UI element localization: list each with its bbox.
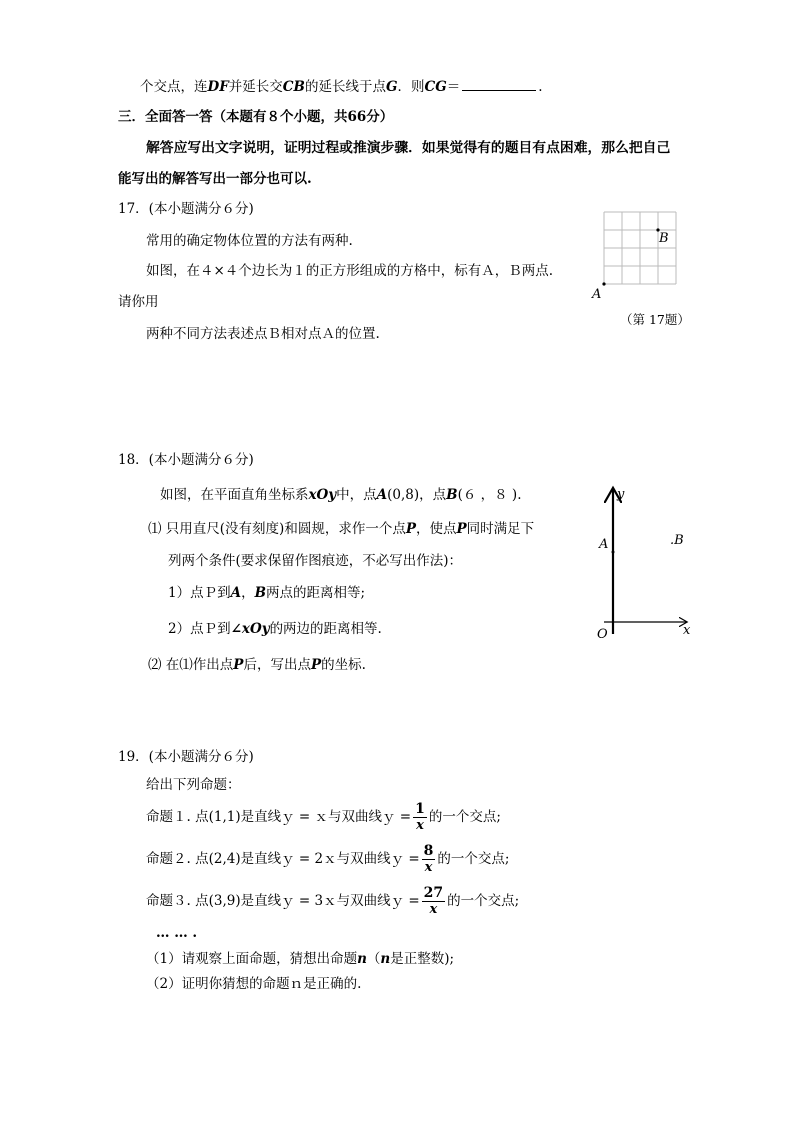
point-g: G xyxy=(385,79,398,95)
section-title: 三．全面答一答（本题有８个小题，共66分） xyxy=(118,109,394,125)
q19-sub1-text-2: （ xyxy=(366,951,381,967)
q19-sub1-text-3: 是正整数); xyxy=(390,951,455,967)
proposition-2-text: 命题２. 点(2,4)是直线ｙ = 2ｘ与双曲线ｙ = xyxy=(146,851,420,867)
point-p-ref-3: P xyxy=(233,657,244,673)
answer-blank[interactable] xyxy=(462,78,536,91)
variable-n: n xyxy=(357,951,367,967)
q17-line-4: 两种不同方法表述点Ｂ相对点Ａ的位置. xyxy=(146,326,380,342)
q17-caption: （第 17题） xyxy=(620,312,690,327)
q18-part-1-text-1: ⑴ 只用直尺(没有刻度)和圆规，求作一个点 xyxy=(148,521,406,537)
point-b-ref-2: B xyxy=(254,585,266,601)
proposition-1-end: 的一个交点; xyxy=(428,809,501,825)
section-instruction-2: 能写出的解答写出一部分也可以. xyxy=(118,171,312,187)
fraction-numerator: 8 xyxy=(423,843,434,859)
top-text-3: 的延长线于点 xyxy=(304,79,386,95)
q18-part-1 xyxy=(148,520,534,538)
angle-xoy: ∠xOy xyxy=(230,621,270,637)
q18-part-2-text-2: 后，写出点 xyxy=(243,657,311,673)
q18-part-1-cont: 列两个条件(要求保留作图痕迹，不必写出作法)： xyxy=(168,553,463,569)
segment-cg: CG xyxy=(424,79,447,95)
point-a-dot xyxy=(602,282,605,285)
segment-df: DF xyxy=(207,79,229,95)
top-text-1: 个交点，连 xyxy=(140,79,208,95)
top-continuation-line xyxy=(140,78,543,96)
proposition-2-end: 的一个交点; xyxy=(437,851,510,867)
proposition-3-end: 的一个交点; xyxy=(447,893,520,909)
proposition-1-text: 命题１. 点(1,1)是直线ｙ = ｘ与双曲线ｙ = xyxy=(146,809,412,825)
top-text-end: . xyxy=(538,79,543,95)
point-a-ref: A xyxy=(376,487,388,503)
q18-intro-text-1: 如图，在平面直角坐标系 xyxy=(160,487,309,503)
point-p-ref: P xyxy=(405,521,416,537)
q19-intro: 给出下列命题： xyxy=(146,777,241,793)
section-instruction-1: 解答应写出文字说明，证明过程或推演步骤．如果觉得有的题目有点困难，那么把自己 xyxy=(146,140,671,156)
fraction-27-over-x xyxy=(422,886,445,916)
top-text-4: ．则 xyxy=(397,79,425,95)
y-axis-label: y xyxy=(617,487,625,502)
point-a-label: A xyxy=(592,287,602,302)
top-text-2: 并延长交 xyxy=(228,79,283,95)
q17-line-1: 常用的确定物体位置的方法有两种. xyxy=(146,233,353,249)
q18-condition-1-text-2: ， xyxy=(241,585,255,601)
point-a-label-2: A xyxy=(599,537,609,552)
proposition-3-text: 命题３. 点(3,9)是直线ｙ = 3ｘ与双曲线ｙ = xyxy=(146,893,420,909)
q19-proposition-3 xyxy=(146,884,519,918)
q17-grid-figure xyxy=(586,204,690,304)
q18-intro-text-3: (0,8)，点 xyxy=(387,487,447,503)
q18-part-1-text-3: 同时满足下 xyxy=(466,521,535,537)
q18-intro xyxy=(160,486,522,504)
q18-header: 18．(本小题满分６分) xyxy=(118,452,254,468)
q18-part-2 xyxy=(148,656,366,674)
point-b-label: B xyxy=(659,231,669,246)
variable-n-2: n xyxy=(380,951,391,967)
coord-system-xoy: xOy xyxy=(308,487,337,503)
q18-condition-1-text-3: 两点的距离相等; xyxy=(266,585,366,601)
point-p-ref-4: P xyxy=(310,657,322,673)
fraction-denominator: x xyxy=(429,902,438,917)
q19-proposition-1 xyxy=(146,800,501,834)
origin-label: O xyxy=(597,627,608,642)
q17-line-2: 如图，在４×４个边长为１的正方形组成的方格中，标有Ａ，Ｂ两点. xyxy=(146,263,554,279)
q19-ellipsis: … … . xyxy=(156,925,198,941)
segment-cb: CB xyxy=(282,79,305,95)
q17-line-3: 请你用 xyxy=(118,294,159,310)
q18-coordinate-figure xyxy=(590,482,700,644)
fraction-numerator: 27 xyxy=(423,885,444,901)
point-b-label-2: .B xyxy=(670,533,684,548)
point-a-ref-2: A xyxy=(230,585,242,601)
q18-intro-text-4: (６ ，８ ). xyxy=(457,487,522,503)
q19-header: 19．(本小题满分６分) xyxy=(118,749,254,765)
q19-subquestion-2: （2）证明你猜想的命题ｎ是正确的. xyxy=(146,976,362,992)
q18-intro-text-2: 中，点 xyxy=(336,487,377,503)
fraction-denominator: x xyxy=(424,860,433,875)
q18-condition-2-text-2: 的两边的距离相等. xyxy=(269,621,382,637)
q18-part-1-text-2: ，使点 xyxy=(415,521,457,537)
fraction-denominator: x xyxy=(416,818,424,833)
q19-sub1-text-1: （1）请观察上面命题，猜想出命题 xyxy=(146,951,358,967)
x-axis-label: x xyxy=(683,623,691,638)
q18-part-2-text-1: ⑵ 在⑴作出点 xyxy=(148,657,234,673)
point-b-ref: B xyxy=(446,487,458,503)
equals-sign: ＝ xyxy=(446,79,461,95)
fraction-numerator: 1 xyxy=(415,801,425,817)
point-a-dot-2 xyxy=(612,551,615,554)
fraction-8-over-x xyxy=(422,844,436,874)
q18-condition-1 xyxy=(168,584,365,602)
q18-condition-2 xyxy=(168,620,382,638)
q17-header: 17．(本小题满分６分) xyxy=(118,201,254,217)
q18-part-2-text-3: 的坐标. xyxy=(321,657,366,673)
q18-condition-1-text-1: 1）点Ｐ到 xyxy=(168,585,231,601)
q19-subquestion-1 xyxy=(146,950,454,968)
q18-condition-2-text-1: 2）点Ｐ到 xyxy=(168,621,231,637)
point-p-ref-2: P xyxy=(456,521,467,537)
q19-proposition-2 xyxy=(146,842,509,876)
fraction-1-over-x xyxy=(413,802,427,832)
grid-lines xyxy=(604,212,676,284)
